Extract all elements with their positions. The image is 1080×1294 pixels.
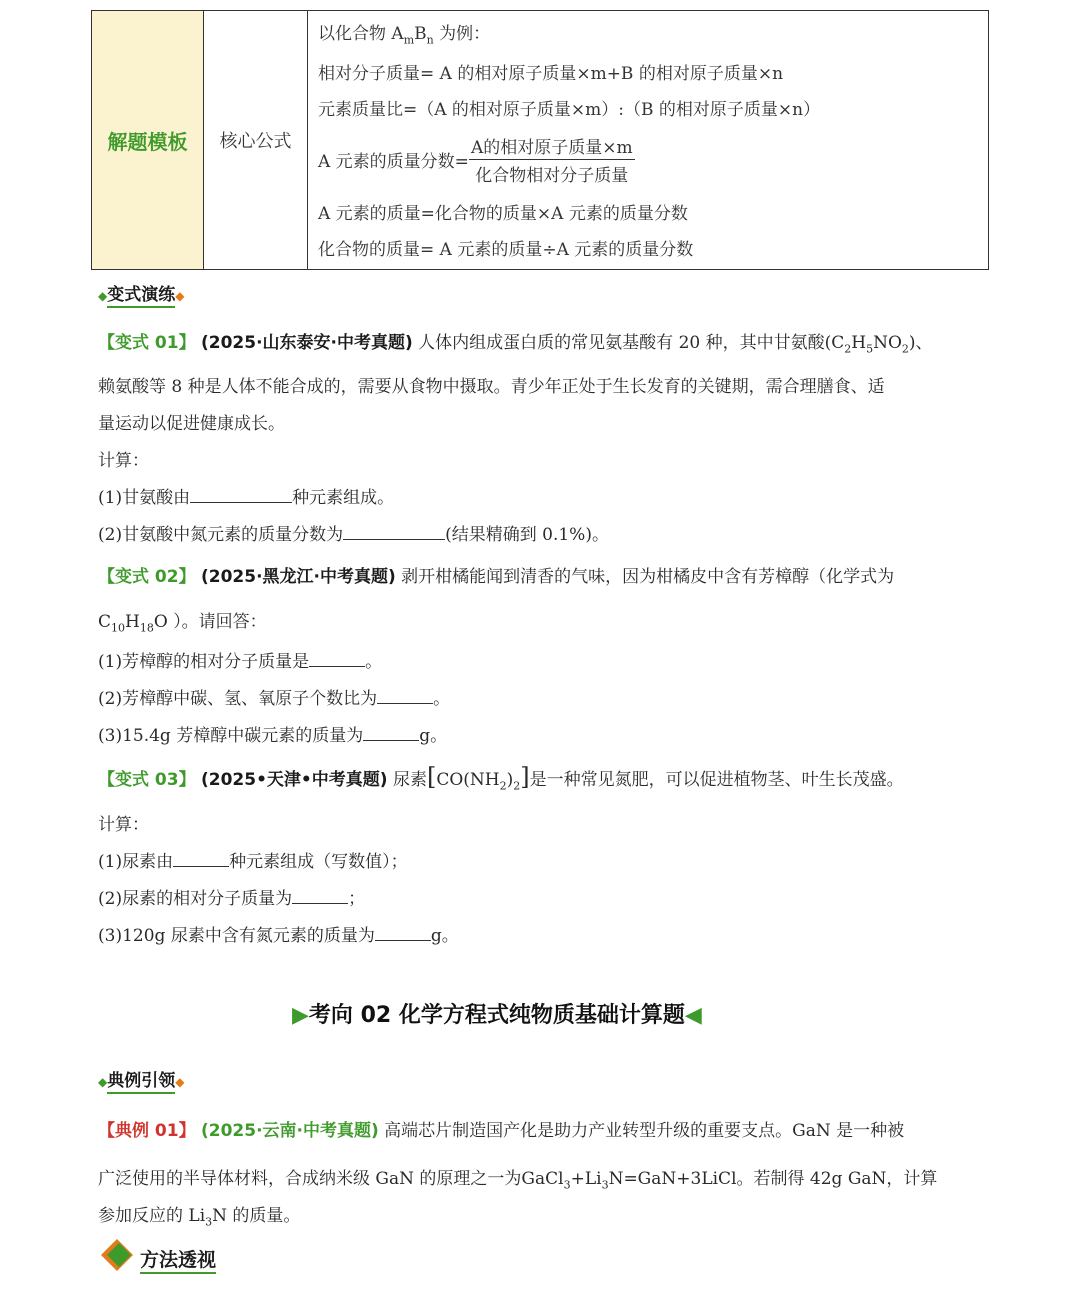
diamond-icon: ◆ xyxy=(98,1075,108,1089)
formula-line: A 元素的质量=化合物的质量×A 元素的质量分数 xyxy=(318,204,688,224)
template-label: 解题模板 xyxy=(107,129,188,154)
question: (3)120g 尿素中含有氮元素的质量为 g。 xyxy=(98,921,459,946)
section-method: 方法透视 xyxy=(140,1245,216,1272)
formula-line: 相对分子质量= A 的相对原子质量×m+B 的相对原子质量×n xyxy=(318,64,784,84)
answer-blank[interactable] xyxy=(363,723,419,741)
question: (2)甘氨酸中氮元素的质量分数为 (结果精确到 0.1%)。 xyxy=(98,520,609,545)
table-sub-cell xyxy=(204,11,308,269)
variant-03-line1: 【变式 03】 (2025•天津•中考真题) 尿素$[CO(NH_2)_2]$是一种常见氮肥，可以促进植物茎、叶生长茂盛。 xyxy=(98,763,904,793)
answer-blank[interactable] xyxy=(173,849,229,867)
formula-intro: 以化合物 $A_mB_n$ 为例： xyxy=(318,24,491,47)
answer-blank[interactable] xyxy=(375,923,431,941)
variant-01-line2: 赖氨酸等 8 种是人体不能合成的，需要从食物中摄取。青少年正处于生长发育的关键期，需合理膳食、适 xyxy=(98,377,885,397)
section-practice: ◆变式演练◆ xyxy=(98,280,184,305)
question: (1)尿素由 种元素组成（写数值）； xyxy=(98,847,408,872)
question: (1)芳樟醇的相对分子质量是 。 xyxy=(98,647,382,672)
calc-label: 计算： xyxy=(98,451,149,471)
question: (2)尿素的相对分子质量为 ； xyxy=(98,884,365,909)
answer-blank[interactable] xyxy=(292,886,348,904)
fraction: $\frac{\text{A的相对原子质量×m}}{\text{化合物相对分子质量}}$ xyxy=(469,133,635,186)
variant-02-line2: $C_{10}H_{18}O$ ）。请回答： xyxy=(98,612,267,635)
example-01-line3: 参加反应的 $Li_3N$ 的质量。 xyxy=(98,1206,301,1229)
calc-label: 计算： xyxy=(98,815,149,835)
topic-heading: ▶考向 02 化学方程式纯物质基础计算题◀ xyxy=(292,1003,702,1028)
question: (3)15.4g 芳樟醇中碳元素的质量为 g。 xyxy=(98,721,447,746)
method-diamond-icon xyxy=(100,1238,138,1272)
arrow-right-icon: ▶ xyxy=(292,1003,309,1028)
formula-line: 化合物的质量= A 元素的质量÷A 元素的质量分数 xyxy=(318,240,694,260)
answer-blank[interactable] xyxy=(377,686,433,704)
example-01-line2: 广泛使用的半导体材料，合成纳米级 GaN 的原理之一为$GaCl_3+Li_3N=GaN+3LiCl$。若制得 42g GaN，计算 xyxy=(98,1169,938,1192)
answer-blank[interactable] xyxy=(190,485,292,503)
example-01-line1: 【典例 01】 (2025·云南·中考真题) 高端芯片制造国产化是助力产业转型升级的重要支点。GaN 是一种被 xyxy=(98,1121,905,1141)
diamond-icon: ◆ xyxy=(175,289,185,303)
formula-fraction-line: A 元素的质量分数= $\frac{\text{A的相对原子质量×m}}{\text{化合物相对分子质量}}$ xyxy=(318,133,635,186)
arrow-left-icon: ◀ xyxy=(684,1003,702,1028)
variant-01-line3: 量运动以促进健康成长。 xyxy=(98,414,285,434)
formula-line: 元素质量比=（A 的相对原子质量×m）:（B 的相对原子质量×n） xyxy=(318,100,821,120)
formula-table xyxy=(91,10,989,270)
section-example: ◆典例引领◆ xyxy=(98,1066,184,1091)
diamond-icon: ◆ xyxy=(175,1075,185,1089)
variant-01-line1: 【变式 01】 (2025·山东泰安·中考真题) 人体内组成蛋白质的常见氨基酸有 20 种，其中甘氨酸$(C_2H_5NO_2)$、 xyxy=(98,333,933,356)
question: (1)甘氨酸由 种元素组成。 xyxy=(98,483,394,508)
answer-blank[interactable] xyxy=(309,649,365,667)
table-label-cell xyxy=(92,11,204,269)
formula-label: 核心公式 xyxy=(219,131,292,152)
variant-02-line1: 【变式 02】 (2025·黑龙江·中考真题) 剥开柑橘能闻到清香的气味，因为柑橘皮中含有芳樟醇（化学式为 xyxy=(98,567,895,587)
question: (2)芳樟醇中碳、氢、氧原子个数比为 。 xyxy=(98,684,450,709)
answer-blank[interactable] xyxy=(343,522,445,540)
diamond-icon: ◆ xyxy=(98,289,108,303)
